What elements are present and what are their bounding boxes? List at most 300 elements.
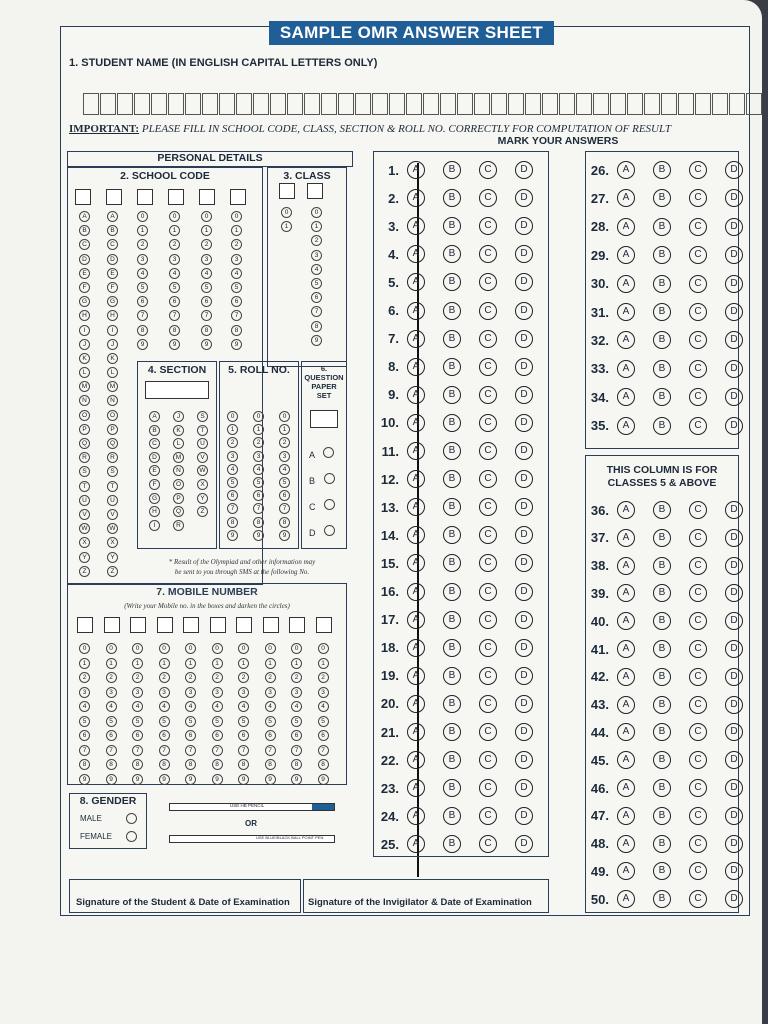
school-code-letter2-bubble-Z[interactable]: Z — [107, 566, 118, 577]
school-code-digit3-bubble-3[interactable]: 3 — [201, 254, 212, 265]
mobile-digit5-bubble-2[interactable]: 2 — [185, 672, 196, 683]
mobile-box-6[interactable] — [210, 617, 226, 633]
answer-bubble-A[interactable]: A — [617, 218, 635, 236]
answer-bubble-C[interactable]: C — [479, 161, 497, 179]
answer-bubble-C[interactable]: C — [479, 583, 497, 601]
answer-bubble-B[interactable]: B — [653, 331, 671, 349]
answer-bubble-D[interactable]: D — [515, 330, 533, 348]
answer-bubble-C[interactable]: C — [689, 303, 707, 321]
school-code-digit2-bubble-0[interactable]: 0 — [169, 211, 180, 222]
answer-bubble-A[interactable]: A — [407, 358, 425, 376]
school-code-letter1-bubble-S[interactable]: S — [79, 466, 90, 477]
answer-bubble-C[interactable]: C — [479, 358, 497, 376]
section-col1-bubble-D[interactable]: D — [149, 452, 160, 463]
section-col2-bubble-M[interactable]: M — [173, 452, 184, 463]
mobile-digit8-bubble-4[interactable]: 4 — [265, 701, 276, 712]
school-code-digit4-bubble-5[interactable]: 5 — [231, 282, 242, 293]
school-code-digit2-bubble-7[interactable]: 7 — [169, 310, 180, 321]
mobile-digit9-bubble-6[interactable]: 6 — [291, 730, 302, 741]
class-digit-bubble-6[interactable]: 6 — [311, 292, 322, 303]
roll-digit1-bubble-1[interactable]: 1 — [227, 424, 238, 435]
answer-bubble-D[interactable]: D — [515, 835, 533, 853]
mobile-digit4-bubble-6[interactable]: 6 — [159, 730, 170, 741]
answer-bubble-C[interactable]: C — [689, 557, 707, 575]
answer-bubble-C[interactable]: C — [689, 807, 707, 825]
school-code-letter1-bubble-A[interactable]: A — [79, 211, 90, 222]
answer-bubble-A[interactable]: A — [407, 667, 425, 685]
school-code-digit4-bubble-0[interactable]: 0 — [231, 211, 242, 222]
answer-bubble-C[interactable]: C — [479, 498, 497, 516]
school-code-digit2-bubble-5[interactable]: 5 — [169, 282, 180, 293]
class-first-digit-bubble-0[interactable]: 0 — [281, 207, 292, 218]
section-col2-bubble-K[interactable]: K — [173, 425, 184, 436]
answer-bubble-C[interactable]: C — [689, 779, 707, 797]
school-code-letter1-bubble-X[interactable]: X — [79, 537, 90, 548]
answer-bubble-B[interactable]: B — [653, 218, 671, 236]
answer-bubble-A[interactable]: A — [617, 360, 635, 378]
school-code-digit1-bubble-4[interactable]: 4 — [137, 268, 148, 279]
student-name-box[interactable] — [729, 93, 745, 115]
roll-digit1-bubble-4[interactable]: 4 — [227, 464, 238, 475]
mobile-digit10-bubble-7[interactable]: 7 — [318, 745, 329, 756]
student-name-box[interactable] — [695, 93, 711, 115]
answer-bubble-D[interactable]: D — [725, 501, 743, 519]
mobile-digit3-bubble-1[interactable]: 1 — [132, 658, 143, 669]
mobile-digit2-bubble-9[interactable]: 9 — [106, 774, 117, 785]
answer-bubble-D[interactable]: D — [515, 189, 533, 207]
mobile-digit1-bubble-0[interactable]: 0 — [79, 643, 90, 654]
class-digit-bubble-8[interactable]: 8 — [311, 321, 322, 332]
roll-digit1-bubble-7[interactable]: 7 — [227, 503, 238, 514]
answer-bubble-D[interactable]: D — [515, 695, 533, 713]
answer-bubble-A[interactable]: A — [407, 807, 425, 825]
answer-bubble-A[interactable]: A — [617, 862, 635, 880]
answer-bubble-C[interactable]: C — [479, 751, 497, 769]
mobile-digit1-bubble-9[interactable]: 9 — [79, 774, 90, 785]
school-code-box-5[interactable] — [199, 189, 215, 205]
answer-bubble-A[interactable]: A — [617, 612, 635, 630]
mobile-digit8-bubble-7[interactable]: 7 — [265, 745, 276, 756]
roll-digit2-bubble-3[interactable]: 3 — [253, 451, 264, 462]
school-code-digit4-bubble-1[interactable]: 1 — [231, 225, 242, 236]
roll-digit3-bubble-0[interactable]: 0 — [279, 411, 290, 422]
mobile-digit9-bubble-3[interactable]: 3 — [291, 687, 302, 698]
answer-bubble-B[interactable]: B — [653, 303, 671, 321]
answer-bubble-A[interactable]: A — [617, 640, 635, 658]
section-col3-bubble-U[interactable]: U — [197, 438, 208, 449]
answer-bubble-B[interactable]: B — [443, 639, 461, 657]
answer-bubble-D[interactable]: D — [515, 414, 533, 432]
school-code-digit1-bubble-2[interactable]: 2 — [137, 239, 148, 250]
qps-option-bubble[interactable] — [324, 525, 335, 536]
school-code-letter1-bubble-I[interactable]: I — [79, 325, 90, 336]
answer-bubble-B[interactable]: B — [653, 161, 671, 179]
mobile-digit9-bubble-5[interactable]: 5 — [291, 716, 302, 727]
school-code-digit4-bubble-7[interactable]: 7 — [231, 310, 242, 321]
school-code-letter2-bubble-N[interactable]: N — [107, 395, 118, 406]
answer-bubble-A[interactable]: A — [617, 303, 635, 321]
mobile-digit8-bubble-5[interactable]: 5 — [265, 716, 276, 727]
answer-bubble-C[interactable]: C — [479, 217, 497, 235]
roll-digit3-bubble-2[interactable]: 2 — [279, 437, 290, 448]
mobile-digit8-bubble-9[interactable]: 9 — [265, 774, 276, 785]
answer-bubble-C[interactable]: C — [689, 189, 707, 207]
roll-digit1-bubble-8[interactable]: 8 — [227, 517, 238, 528]
school-code-digit4-bubble-8[interactable]: 8 — [231, 325, 242, 336]
mobile-digit1-bubble-6[interactable]: 6 — [79, 730, 90, 741]
class-digit-bubble-4[interactable]: 4 — [311, 264, 322, 275]
student-name-box[interactable] — [542, 93, 558, 115]
school-code-letter1-bubble-V[interactable]: V — [79, 509, 90, 520]
roll-digit3-bubble-6[interactable]: 6 — [279, 490, 290, 501]
answer-bubble-D[interactable]: D — [515, 667, 533, 685]
answer-bubble-D[interactable]: D — [515, 611, 533, 629]
school-code-letter1-bubble-D[interactable]: D — [79, 254, 90, 265]
mobile-box-3[interactable] — [130, 617, 146, 633]
school-code-digit3-bubble-9[interactable]: 9 — [201, 339, 212, 350]
student-name-box[interactable] — [117, 93, 133, 115]
qps-option-D[interactable] — [309, 525, 335, 538]
school-code-digit4-bubble-2[interactable]: 2 — [231, 239, 242, 250]
answer-bubble-A[interactable]: A — [617, 161, 635, 179]
answer-bubble-B[interactable]: B — [653, 835, 671, 853]
answer-bubble-D[interactable]: D — [725, 862, 743, 880]
mobile-digit4-bubble-5[interactable]: 5 — [159, 716, 170, 727]
answer-bubble-B[interactable]: B — [653, 612, 671, 630]
section-col2-bubble-L[interactable]: L — [173, 438, 184, 449]
mobile-digit4-bubble-1[interactable]: 1 — [159, 658, 170, 669]
answer-bubble-A[interactable]: A — [407, 217, 425, 235]
answer-bubble-B[interactable]: B — [443, 161, 461, 179]
answer-bubble-B[interactable]: B — [443, 554, 461, 572]
answer-bubble-D[interactable]: D — [725, 331, 743, 349]
mobile-box-4[interactable] — [157, 617, 173, 633]
student-name-box[interactable] — [287, 93, 303, 115]
mobile-digit10-bubble-8[interactable]: 8 — [318, 759, 329, 770]
answer-bubble-A[interactable]: A — [617, 501, 635, 519]
mobile-digit6-bubble-7[interactable]: 7 — [212, 745, 223, 756]
mobile-digit6-bubble-0[interactable]: 0 — [212, 643, 223, 654]
school-code-letter1-bubble-F[interactable]: F — [79, 282, 90, 293]
mobile-digit9-bubble-2[interactable]: 2 — [291, 672, 302, 683]
answer-bubble-B[interactable]: B — [443, 498, 461, 516]
mobile-digit1-bubble-4[interactable]: 4 — [79, 701, 90, 712]
mobile-digit8-bubble-8[interactable]: 8 — [265, 759, 276, 770]
mobile-digit5-bubble-0[interactable]: 0 — [185, 643, 196, 654]
student-name-box[interactable] — [525, 93, 541, 115]
answer-bubble-D[interactable]: D — [725, 584, 743, 602]
answer-bubble-B[interactable]: B — [443, 667, 461, 685]
student-name-box[interactable] — [440, 93, 456, 115]
answer-bubble-A[interactable]: A — [407, 414, 425, 432]
school-code-letter2-bubble-D[interactable]: D — [107, 254, 118, 265]
mobile-digit3-bubble-7[interactable]: 7 — [132, 745, 143, 756]
school-code-letter2-bubble-Y[interactable]: Y — [107, 552, 118, 563]
section-col2-bubble-J[interactable]: J — [173, 411, 184, 422]
mobile-digit4-bubble-2[interactable]: 2 — [159, 672, 170, 683]
roll-digit2-bubble-0[interactable]: 0 — [253, 411, 264, 422]
mobile-digit4-bubble-9[interactable]: 9 — [159, 774, 170, 785]
answer-bubble-D[interactable]: D — [515, 751, 533, 769]
answer-bubble-C[interactable]: C — [689, 890, 707, 908]
section-col3-bubble-T[interactable]: T — [197, 425, 208, 436]
answer-bubble-B[interactable]: B — [653, 417, 671, 435]
school-code-digit1-bubble-6[interactable]: 6 — [137, 296, 148, 307]
school-code-letter2-bubble-H[interactable]: H — [107, 310, 118, 321]
mobile-digit10-bubble-2[interactable]: 2 — [318, 672, 329, 683]
school-code-digit1-bubble-3[interactable]: 3 — [137, 254, 148, 265]
answer-bubble-C[interactable]: C — [689, 612, 707, 630]
school-code-digit3-bubble-8[interactable]: 8 — [201, 325, 212, 336]
school-code-digit3-bubble-2[interactable]: 2 — [201, 239, 212, 250]
student-name-box[interactable] — [253, 93, 269, 115]
answer-bubble-C[interactable]: C — [479, 695, 497, 713]
mobile-box-2[interactable] — [104, 617, 120, 633]
qps-option-bubble[interactable] — [324, 473, 335, 484]
answer-bubble-A[interactable]: A — [617, 557, 635, 575]
answer-bubble-A[interactable]: A — [407, 723, 425, 741]
answer-bubble-D[interactable]: D — [515, 161, 533, 179]
gender-male-bubble[interactable] — [126, 813, 137, 824]
answer-bubble-B[interactable]: B — [443, 779, 461, 797]
mobile-digit1-bubble-2[interactable]: 2 — [79, 672, 90, 683]
class-digit-bubble-0[interactable]: 0 — [311, 207, 322, 218]
answer-bubble-D[interactable]: D — [725, 751, 743, 769]
school-code-letter2-bubble-S[interactable]: S — [107, 466, 118, 477]
answer-bubble-B[interactable]: B — [653, 807, 671, 825]
roll-digit2-bubble-8[interactable]: 8 — [253, 517, 264, 528]
qps-option-bubble[interactable] — [323, 447, 334, 458]
answer-bubble-D[interactable]: D — [515, 583, 533, 601]
roll-digit3-bubble-8[interactable]: 8 — [279, 517, 290, 528]
answer-bubble-A[interactable]: A — [617, 417, 635, 435]
answer-bubble-C[interactable]: C — [479, 807, 497, 825]
answer-bubble-A[interactable]: A — [617, 668, 635, 686]
mobile-digit3-bubble-5[interactable]: 5 — [132, 716, 143, 727]
mobile-box-5[interactable] — [183, 617, 199, 633]
answer-bubble-A[interactable]: A — [407, 442, 425, 460]
section-col1-bubble-I[interactable]: I — [149, 520, 160, 531]
answer-bubble-C[interactable]: C — [689, 696, 707, 714]
mobile-digit7-bubble-2[interactable]: 2 — [238, 672, 249, 683]
mobile-digit10-bubble-6[interactable]: 6 — [318, 730, 329, 741]
answer-bubble-B[interactable]: B — [653, 640, 671, 658]
student-name-box[interactable] — [457, 93, 473, 115]
mobile-digit5-bubble-5[interactable]: 5 — [185, 716, 196, 727]
school-code-letter2-bubble-T[interactable]: T — [107, 481, 118, 492]
roll-digit2-bubble-7[interactable]: 7 — [253, 503, 264, 514]
answer-bubble-C[interactable]: C — [689, 529, 707, 547]
student-name-box[interactable] — [338, 93, 354, 115]
mobile-digit5-bubble-4[interactable]: 4 — [185, 701, 196, 712]
answer-bubble-B[interactable]: B — [443, 470, 461, 488]
student-name-box[interactable] — [168, 93, 184, 115]
answer-bubble-A[interactable]: A — [617, 529, 635, 547]
student-name-box[interactable] — [491, 93, 507, 115]
school-code-box-2[interactable] — [106, 189, 122, 205]
school-code-box-6[interactable] — [230, 189, 246, 205]
school-code-letter1-bubble-R[interactable]: R — [79, 452, 90, 463]
school-code-letter1-bubble-G[interactable]: G — [79, 296, 90, 307]
section-col1-bubble-A[interactable]: A — [149, 411, 160, 422]
answer-bubble-A[interactable]: A — [617, 189, 635, 207]
answer-bubble-D[interactable]: D — [725, 612, 743, 630]
school-code-letter2-bubble-C[interactable]: C — [107, 239, 118, 250]
answer-bubble-D[interactable]: D — [725, 835, 743, 853]
mobile-digit1-bubble-3[interactable]: 3 — [79, 687, 90, 698]
mobile-digit7-bubble-5[interactable]: 5 — [238, 716, 249, 727]
section-col1-bubble-H[interactable]: H — [149, 506, 160, 517]
mobile-digit10-bubble-0[interactable]: 0 — [318, 643, 329, 654]
answer-bubble-D[interactable]: D — [515, 217, 533, 235]
mobile-digit5-bubble-9[interactable]: 9 — [185, 774, 196, 785]
class-digit-bubble-3[interactable]: 3 — [311, 250, 322, 261]
section-col2-bubble-N[interactable]: N — [173, 465, 184, 476]
mobile-digit2-bubble-3[interactable]: 3 — [106, 687, 117, 698]
answer-bubble-D[interactable]: D — [515, 498, 533, 516]
school-code-digit4-bubble-6[interactable]: 6 — [231, 296, 242, 307]
school-code-letter1-bubble-B[interactable]: B — [79, 225, 90, 236]
mobile-digit8-bubble-3[interactable]: 3 — [265, 687, 276, 698]
answer-bubble-D[interactable]: D — [515, 386, 533, 404]
mobile-digit10-bubble-5[interactable]: 5 — [318, 716, 329, 727]
answer-bubble-D[interactable]: D — [725, 218, 743, 236]
student-name-box[interactable] — [610, 93, 626, 115]
answer-bubble-D[interactable]: D — [725, 417, 743, 435]
qps-option-B[interactable] — [309, 473, 335, 486]
answer-bubble-C[interactable]: C — [479, 470, 497, 488]
answer-bubble-C[interactable]: C — [479, 835, 497, 853]
answer-bubble-D[interactable]: D — [725, 529, 743, 547]
answer-bubble-A[interactable]: A — [407, 583, 425, 601]
mobile-digit2-bubble-4[interactable]: 4 — [106, 701, 117, 712]
school-code-digit3-bubble-6[interactable]: 6 — [201, 296, 212, 307]
roll-digit2-bubble-1[interactable]: 1 — [253, 424, 264, 435]
mobile-digit4-bubble-4[interactable]: 4 — [159, 701, 170, 712]
mobile-digit9-bubble-0[interactable]: 0 — [291, 643, 302, 654]
mobile-digit8-bubble-6[interactable]: 6 — [265, 730, 276, 741]
answer-bubble-D[interactable]: D — [515, 245, 533, 263]
school-code-digit2-bubble-6[interactable]: 6 — [169, 296, 180, 307]
invigilator-signature-box[interactable] — [303, 879, 549, 913]
roll-digit2-bubble-9[interactable]: 9 — [253, 530, 264, 541]
school-code-digit2-bubble-2[interactable]: 2 — [169, 239, 180, 250]
student-name-box[interactable] — [678, 93, 694, 115]
class-box-1[interactable] — [279, 183, 295, 199]
answer-bubble-D[interactable]: D — [725, 640, 743, 658]
answer-bubble-D[interactable]: D — [515, 273, 533, 291]
school-code-digit1-bubble-1[interactable]: 1 — [137, 225, 148, 236]
answer-bubble-A[interactable]: A — [407, 386, 425, 404]
mobile-digit6-bubble-4[interactable]: 4 — [212, 701, 223, 712]
mobile-digit1-bubble-7[interactable]: 7 — [79, 745, 90, 756]
roll-digit1-bubble-5[interactable]: 5 — [227, 477, 238, 488]
school-code-letter1-bubble-Z[interactable]: Z — [79, 566, 90, 577]
school-code-letter2-bubble-U[interactable]: U — [107, 495, 118, 506]
school-code-digit3-bubble-1[interactable]: 1 — [201, 225, 212, 236]
school-code-digit4-bubble-3[interactable]: 3 — [231, 254, 242, 265]
school-code-letter1-bubble-M[interactable]: M — [79, 381, 90, 392]
answer-bubble-C[interactable]: C — [479, 611, 497, 629]
answer-bubble-A[interactable]: A — [617, 246, 635, 264]
answer-bubble-B[interactable]: B — [653, 584, 671, 602]
answer-bubble-B[interactable]: B — [653, 751, 671, 769]
school-code-digit4-bubble-9[interactable]: 9 — [231, 339, 242, 350]
school-code-letter2-bubble-P[interactable]: P — [107, 424, 118, 435]
answer-bubble-B[interactable]: B — [443, 583, 461, 601]
answer-bubble-A[interactable]: A — [407, 330, 425, 348]
answer-bubble-D[interactable]: D — [515, 807, 533, 825]
answer-bubble-C[interactable]: C — [689, 584, 707, 602]
answer-bubble-C[interactable]: C — [479, 442, 497, 460]
mobile-digit7-bubble-8[interactable]: 8 — [238, 759, 249, 770]
mobile-digit10-bubble-1[interactable]: 1 — [318, 658, 329, 669]
roll-digit3-bubble-4[interactable]: 4 — [279, 464, 290, 475]
student-name-box[interactable] — [185, 93, 201, 115]
school-code-letter2-bubble-J[interactable]: J — [107, 339, 118, 350]
answer-bubble-D[interactable]: D — [725, 890, 743, 908]
answer-bubble-B[interactable]: B — [653, 890, 671, 908]
section-col2-bubble-R[interactable]: R — [173, 520, 184, 531]
answer-bubble-D[interactable]: D — [725, 557, 743, 575]
answer-bubble-D[interactable]: D — [725, 189, 743, 207]
answer-bubble-B[interactable]: B — [653, 275, 671, 293]
roll-digit1-bubble-2[interactable]: 2 — [227, 437, 238, 448]
mobile-digit2-bubble-2[interactable]: 2 — [106, 672, 117, 683]
answer-bubble-D[interactable]: D — [725, 696, 743, 714]
mobile-digit2-bubble-7[interactable]: 7 — [106, 745, 117, 756]
answer-bubble-C[interactable]: C — [479, 639, 497, 657]
answer-bubble-C[interactable]: C — [689, 246, 707, 264]
answer-bubble-C[interactable]: C — [689, 388, 707, 406]
answer-bubble-B[interactable]: B — [443, 273, 461, 291]
mobile-digit2-bubble-5[interactable]: 5 — [106, 716, 117, 727]
answer-bubble-D[interactable]: D — [515, 470, 533, 488]
school-code-letter2-bubble-F[interactable]: F — [107, 282, 118, 293]
school-code-digit2-bubble-3[interactable]: 3 — [169, 254, 180, 265]
answer-bubble-C[interactable]: C — [479, 386, 497, 404]
school-code-digit2-bubble-1[interactable]: 1 — [169, 225, 180, 236]
mobile-digit1-bubble-8[interactable]: 8 — [79, 759, 90, 770]
answer-bubble-A[interactable]: A — [617, 696, 635, 714]
school-code-digit1-bubble-0[interactable]: 0 — [137, 211, 148, 222]
answer-bubble-C[interactable]: C — [479, 330, 497, 348]
answer-bubble-C[interactable]: C — [689, 862, 707, 880]
roll-digit1-bubble-6[interactable]: 6 — [227, 490, 238, 501]
class-digit-bubble-2[interactable]: 2 — [311, 235, 322, 246]
student-name-box[interactable] — [236, 93, 252, 115]
school-code-letter2-bubble-A[interactable]: A — [107, 211, 118, 222]
student-name-box[interactable] — [321, 93, 337, 115]
student-name-box[interactable] — [474, 93, 490, 115]
answer-bubble-B[interactable]: B — [653, 529, 671, 547]
student-name-box[interactable] — [406, 93, 422, 115]
school-code-letter1-bubble-U[interactable]: U — [79, 495, 90, 506]
answer-bubble-C[interactable]: C — [689, 331, 707, 349]
mobile-digit7-bubble-7[interactable]: 7 — [238, 745, 249, 756]
mobile-digit6-bubble-9[interactable]: 9 — [212, 774, 223, 785]
answer-bubble-B[interactable]: B — [653, 360, 671, 378]
answer-bubble-D[interactable]: D — [725, 275, 743, 293]
section-col3-bubble-Y[interactable]: Y — [197, 493, 208, 504]
roll-digit1-bubble-3[interactable]: 3 — [227, 451, 238, 462]
answer-bubble-C[interactable]: C — [689, 417, 707, 435]
mobile-digit5-bubble-8[interactable]: 8 — [185, 759, 196, 770]
student-name-box[interactable] — [134, 93, 150, 115]
answer-bubble-A[interactable]: A — [407, 751, 425, 769]
answer-bubble-D[interactable]: D — [725, 807, 743, 825]
answer-bubble-A[interactable]: A — [617, 388, 635, 406]
